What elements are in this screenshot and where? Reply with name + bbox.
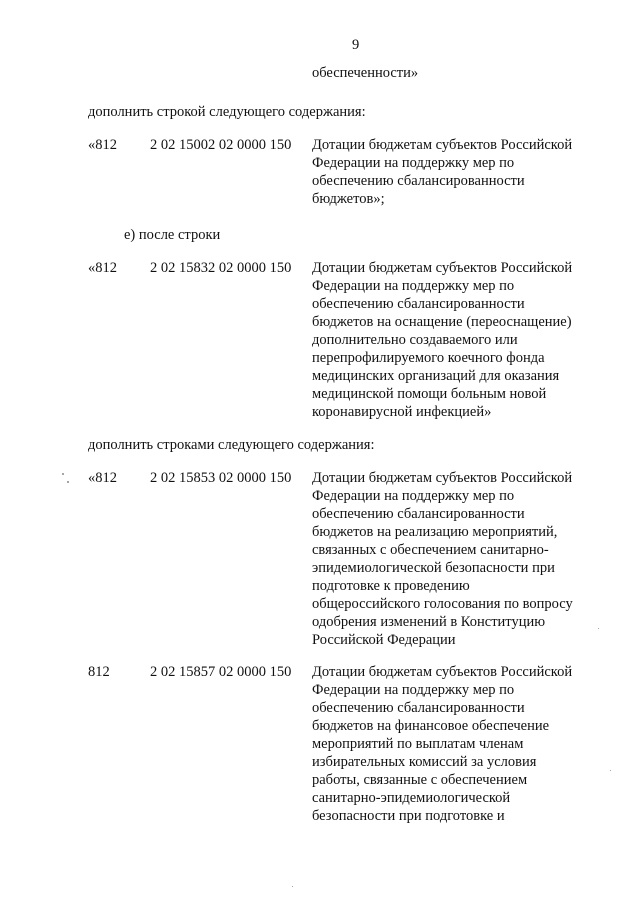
page-number: 9 bbox=[352, 37, 360, 53]
description-line: одобрения изменений в Конституцию bbox=[312, 614, 546, 630]
scan-speck bbox=[610, 770, 611, 771]
continuation-text: обеспеченности» bbox=[312, 65, 419, 81]
description-line: санитарно-эпидемиологической bbox=[312, 790, 511, 806]
scan-speck bbox=[67, 481, 69, 483]
description-line: Федерации на поддержку мер по bbox=[312, 155, 515, 171]
description-line: безопасности при подготовке и bbox=[312, 808, 505, 824]
description-line: Дотации бюджетам субъектов Российской bbox=[312, 137, 573, 153]
scan-speck bbox=[62, 473, 64, 475]
description-line: обеспечению сбалансированности bbox=[312, 173, 525, 189]
description-line: Дотации бюджетам субъектов Российской bbox=[312, 664, 573, 680]
item-e-label: е) после строки bbox=[124, 227, 221, 243]
entry-code: «812 bbox=[88, 260, 117, 276]
entry-description bbox=[312, 469, 602, 649]
description-line: коронавирусной инфекцией» bbox=[312, 404, 492, 420]
entry-description bbox=[312, 136, 602, 208]
description-line: медицинских организаций для оказания bbox=[312, 368, 560, 384]
entry-kbk: 2 02 15002 02 0000 150 bbox=[150, 137, 292, 153]
description-line: обеспечению сбалансированности bbox=[312, 296, 525, 312]
description-line: связанных с обеспечением санитарно- bbox=[312, 542, 549, 558]
entry-kbk: 2 02 15853 02 0000 150 bbox=[150, 470, 292, 486]
entry-kbk: 2 02 15857 02 0000 150 bbox=[150, 664, 292, 680]
entry-code: «812 bbox=[88, 137, 117, 153]
description-line: общероссийского голосования по вопросу bbox=[312, 596, 573, 612]
description-line: бюджетов на финансовое обеспечение bbox=[312, 718, 550, 734]
instruction-add-row: дополнить строкой следующего содержания: bbox=[88, 104, 366, 120]
description-line: Федерации на поддержку мер по bbox=[312, 488, 515, 504]
description-line: дополнительно создаваемого или bbox=[312, 332, 518, 348]
description-line: медицинской помощи больным новой bbox=[312, 386, 547, 402]
description-line: обеспечению сбалансированности bbox=[312, 506, 525, 522]
entry-code: «812 bbox=[88, 470, 117, 486]
description-line: перепрофилируемого коечного фонда bbox=[312, 350, 545, 366]
description-line: Федерации на поддержку мер по bbox=[312, 278, 515, 294]
description-line: эпидемиологической безопасности при bbox=[312, 560, 555, 576]
description-line: бюджетов»; bbox=[312, 191, 385, 207]
entry-kbk: 2 02 15832 02 0000 150 bbox=[150, 260, 292, 276]
entry-description bbox=[312, 259, 602, 421]
instruction-add-rows: дополнить строками следующего содержания: bbox=[88, 437, 375, 453]
description-line: Дотации бюджетам субъектов Российской bbox=[312, 260, 573, 276]
description-line: бюджетов на реализацию мероприятий, bbox=[312, 524, 558, 540]
description-line: Федерации на поддержку мер по bbox=[312, 682, 515, 698]
scan-speck bbox=[292, 886, 293, 887]
description-line: Дотации бюджетам субъектов Российской bbox=[312, 470, 573, 486]
description-line: Российской Федерации bbox=[312, 632, 456, 648]
description-line: работы, связанные с обеспечением bbox=[312, 772, 528, 788]
description-line: бюджетов на оснащение (переоснащение) bbox=[312, 314, 572, 330]
description-line: обеспечению сбалансированности bbox=[312, 700, 525, 716]
entry-description bbox=[312, 663, 602, 825]
entry-code: 812 bbox=[88, 664, 110, 680]
scan-speck bbox=[598, 628, 599, 629]
description-line: мероприятий по выплатам членам bbox=[312, 736, 524, 752]
description-line: подготовке к проведению bbox=[312, 578, 470, 594]
description-line: избирательных комиссий за условия bbox=[312, 754, 537, 770]
